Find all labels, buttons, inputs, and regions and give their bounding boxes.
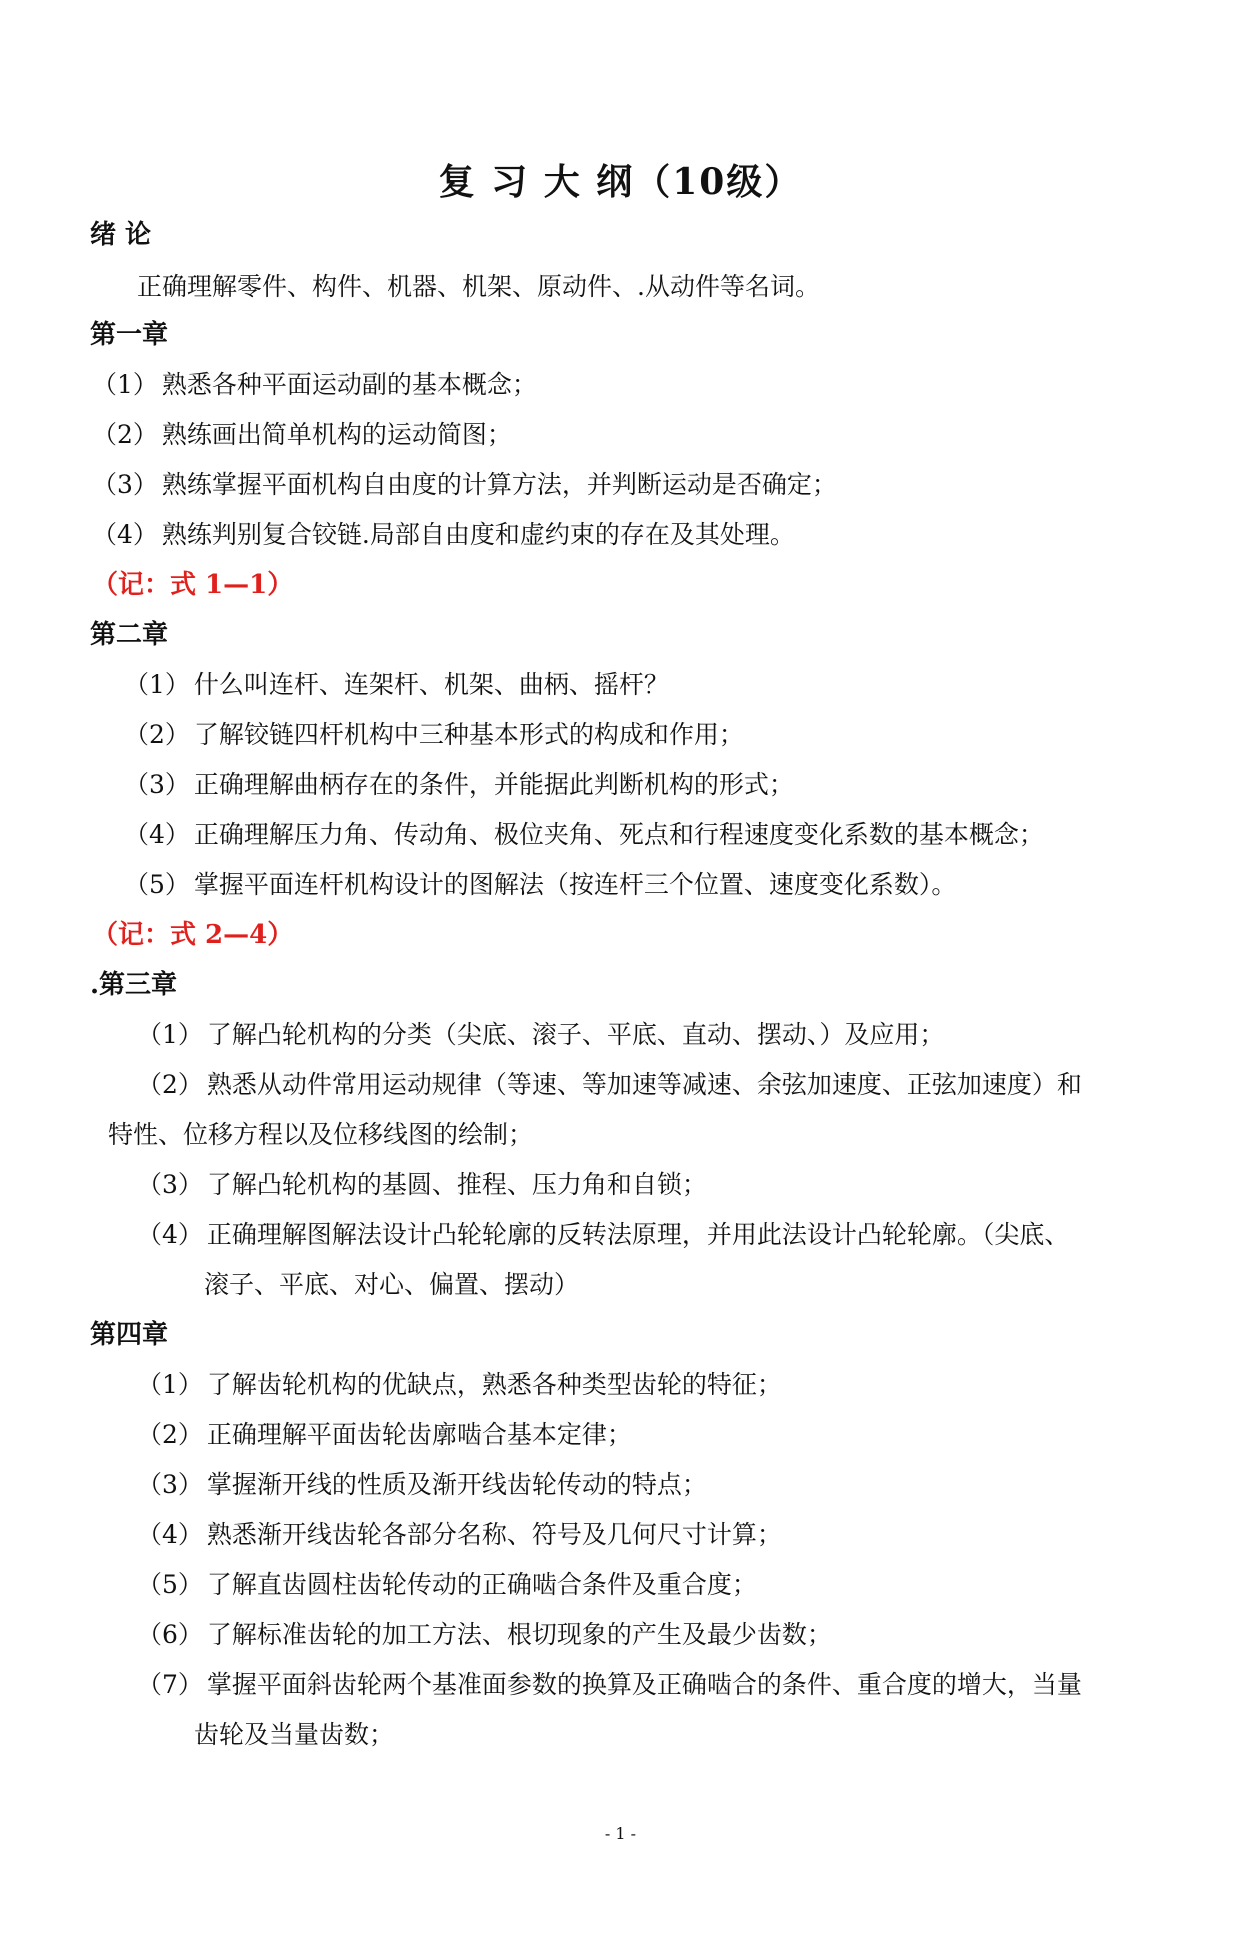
- item-number: （5）: [124, 870, 190, 899]
- item-text: 掌握平面连杆机构设计的图解法（按连杆三个位置、速度变化系数）。: [193, 870, 957, 899]
- item-text: 熟悉各种平面运动副的基本概念；: [161, 370, 537, 399]
- chapter1-item-1: [92, 368, 537, 402]
- intro-heading: 绪 论: [90, 220, 152, 250]
- item-number: （3）: [137, 1170, 203, 1199]
- chapter3-item-4-continuation: 滚子、平底、对心、偏置、摆动）: [204, 1270, 580, 1299]
- chapter4-item-5: [137, 1568, 757, 1602]
- chapter2-memo: （记：式 2—4）: [92, 920, 294, 950]
- item-number: （5）: [137, 1570, 203, 1599]
- chapter4-item-3: [137, 1468, 707, 1502]
- chapter3-item-3: [137, 1168, 707, 1202]
- intro-text: 正确理解零件、构件、机器、机架、原动件、.从动件等名词。: [137, 272, 820, 301]
- item-text: 正确理解曲柄存在的条件，并能据此判断机构的形式；: [193, 770, 794, 799]
- chapter1-memo: （记：式 1—1）: [92, 570, 294, 600]
- chapter4-item-2: [137, 1418, 632, 1452]
- item-number: （1）: [137, 1370, 203, 1399]
- item-text: 熟悉从动件常用运动规律（等速、等加速等减速、余弦加速度、正弦加速度）和: [206, 1070, 1082, 1099]
- item-number: （7）: [137, 1670, 203, 1699]
- chapter2-item-4: [124, 818, 1044, 852]
- item-number: （4）: [92, 520, 158, 549]
- item-number: （2）: [124, 720, 190, 749]
- item-text: 了解凸轮机构的分类（尖底、滚子、平底、直动、摆动、）及应用；: [206, 1020, 945, 1049]
- item-number: （4）: [124, 820, 190, 849]
- item-text: 熟练画出简单机构的运动简图；: [161, 420, 512, 449]
- item-text: 了解铰链四杆机构中三种基本形式的构成和作用；: [193, 720, 744, 749]
- chapter3-item-4: [137, 1218, 1069, 1252]
- item-text: 正确理解压力角、传动角、极位夹角、死点和行程速度变化系数的基本概念；: [193, 820, 1044, 849]
- chapter1-item-4: [92, 518, 795, 552]
- chapter2-item-1: [124, 668, 669, 702]
- item-number: （3）: [137, 1470, 203, 1499]
- item-number: （1）: [92, 370, 158, 399]
- chapter3-item-1: [137, 1018, 944, 1052]
- chapter3-item-2: [137, 1068, 1082, 1102]
- item-text: 正确理解图解法设计凸轮轮廓的反转法原理，并用此法设计凸轮轮廓。（尖底、: [206, 1220, 1070, 1249]
- item-number: （3）: [92, 470, 158, 499]
- chapter1-item-2: [92, 418, 512, 452]
- item-number: （2）: [92, 420, 158, 449]
- item-text: 熟悉渐开线齿轮各部分名称、符号及几何尺寸计算；: [206, 1520, 782, 1549]
- item-number: （2）: [137, 1070, 203, 1099]
- item-text: 了解标准齿轮的加工方法、根切现象的产生及最少齿数；: [206, 1620, 832, 1649]
- item-text: 熟练判别复合铰链.局部自由度和虚约束的存在及其处理。: [161, 520, 795, 549]
- chapter4-item-4: [137, 1518, 782, 1552]
- chapter4-item-7-continuation: 齿轮及当量齿数；: [194, 1720, 395, 1749]
- item-number: （6）: [137, 1620, 203, 1649]
- item-text: 了解凸轮机构的基圆、推程、压力角和自锁；: [206, 1170, 707, 1199]
- item-text: 熟练掌握平面机构自由度的计算方法，并判断运动是否确定；: [161, 470, 837, 499]
- page-number: - 1 -: [604, 1824, 637, 1843]
- item-text: 了解直齿圆柱齿轮传动的正确啮合条件及重合度；: [206, 1570, 757, 1599]
- chapter3-item-2-continuation: 特性、位移方程以及位移线图的绘制；: [108, 1120, 534, 1149]
- chapter2-heading: 第二章: [90, 620, 169, 650]
- item-number: （4）: [137, 1520, 203, 1549]
- item-number: （1）: [124, 670, 190, 699]
- chapter4-item-6: [137, 1618, 832, 1652]
- document-title: 复 习 大 纲（10级）: [438, 161, 803, 203]
- item-number: （2）: [137, 1420, 203, 1449]
- item-number: （3）: [124, 770, 190, 799]
- item-text: 掌握渐开线的性质及渐开线齿轮传动的特点；: [206, 1470, 707, 1499]
- item-text: 正确理解平面齿轮齿廓啮合基本定律；: [206, 1420, 632, 1449]
- chapter3-heading: .第三章: [90, 970, 178, 1000]
- chapter2-item-5: [124, 868, 956, 902]
- item-text: 掌握平面斜齿轮两个基准面参数的换算及正确啮合的条件、重合度的增大，当量: [206, 1670, 1082, 1699]
- chapter4-item-1: [137, 1368, 782, 1402]
- chapter4-item-7: [137, 1668, 1082, 1702]
- item-text: 什么叫连杆、连架杆、机架、曲柄、摇杆？: [193, 670, 669, 699]
- chapter2-item-3: [124, 768, 794, 802]
- chapter4-heading: 第四章: [90, 1320, 169, 1350]
- chapter1-heading: 第一章: [90, 320, 169, 350]
- chapter2-item-2: [124, 718, 744, 752]
- item-number: （4）: [137, 1220, 203, 1249]
- chapter1-item-3: [92, 468, 837, 502]
- item-text: 了解齿轮机构的优缺点，熟悉各种类型齿轮的特征；: [206, 1370, 782, 1399]
- item-number: （1）: [137, 1020, 203, 1049]
